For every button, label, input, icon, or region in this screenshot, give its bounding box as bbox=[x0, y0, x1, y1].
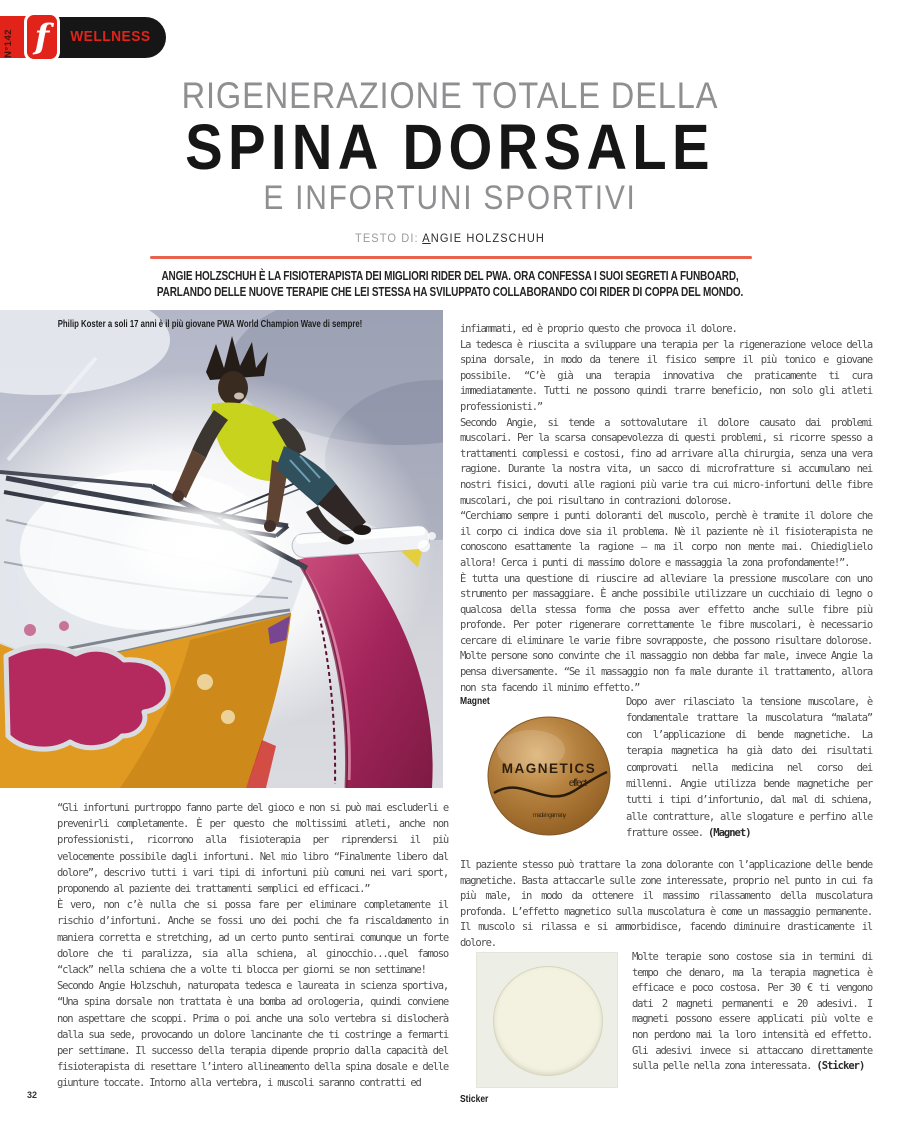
left-column bbox=[57, 800, 448, 1100]
page-number: 32 bbox=[27, 1090, 38, 1100]
magnet-label: Magnet bbox=[460, 696, 490, 707]
paragraph: È tutta una questione di riuscire ad alleviare la pressione muscolare con uno strumento per massaggiare. È anche possibile utilizzare un cucchiaio di legno o qualcosa della stessa forma che possa aver effetto anche sulle fibre più profonde. Per poter rigenerare correttamente le fibre muscolari, è necessario cercare di eliminare le varie fibre sovrapposte, che possono risultare dolorose. Molte persone sono convinte che il massaggio non debba far male, invece Angie la pensa diversamente. “Se il massaggio non fa male durante il trattamento, allora non sta facendo il minimo effetto.” bbox=[460, 572, 872, 694]
paragraph: Il paziente stesso può trattare la zona dolorante con l’applicazione delle bende magnetiche. Basta attaccarle sulle zone interessate, proprio nel punto in cui fa più male, in modo da ottenere il massimo rilassamento della muscolatura profonda. L’effetto magnetico sulla muscolatura è come un massaggio permanente. Il muscolo si rilassa e si ammorbidisce, facendo diminuire drasticamente il dolore. bbox=[460, 859, 872, 949]
right-column bbox=[460, 322, 872, 700]
paragraph: “Cerchiamo sempre i punti doloranti del muscolo, perchè è tramite il dolore che il corpo ci indica dove sia il problema. Nè il paziente nè il fisioterapista ne conoscono esattamente la ragione – ma il corpo non mente mai. Chiediglielo allora! Cerca i punti di massimo dolore e massaggia la zona profondamente!”. bbox=[460, 510, 872, 569]
funboard-logo-letter: f bbox=[34, 17, 50, 57]
disc-origin: made in germany bbox=[532, 812, 566, 820]
headline-line3: E INFORTUNI SPORTIVI bbox=[263, 179, 637, 217]
hero-photo bbox=[0, 310, 443, 788]
magnet-photo bbox=[460, 694, 626, 854]
headline-line1: RIGENERAZIONE TOTALE DELLA bbox=[181, 75, 719, 116]
issue-number: N°142 bbox=[3, 28, 14, 58]
mid-paragraph-block bbox=[460, 858, 872, 952]
intro-text: ANGIE HOLZSCHUH È LA FISIOTERAPISTA DEI MIGLIORI RIDER DEL PWA. ORA CONFESSA I SUOI SEGRETI A FUNBOARD, PARLANDO DELLE NUOVE TERAPIE CHE LEI STESSA HA SVILUPPATO COLLABORANDO COI RIDER DI COPPA DEL MONDO. bbox=[156, 269, 744, 299]
section-label: WELLNESS bbox=[70, 29, 151, 45]
photo-caption: Philip Koster a soli 17 anni è il più giovane PWA World Champion Wave di sempre! bbox=[57, 318, 363, 330]
divider-rule bbox=[150, 256, 752, 259]
byline-prefix: TESTO DI: bbox=[354, 231, 419, 245]
paragraph: La tedesca è riuscita a sviluppare una terapia per la rigenerazione veloce della spina dorsale, in modo da tenere il fisico sempre il più tonico e giovane possibile. “C’è già una terapia innovativa che praticamente ti cura immediatamente. Tutti ne possono quindi trarre beneficio, non solo gli atleti professionisti.” bbox=[460, 338, 872, 413]
sticker-label: Sticker bbox=[460, 1094, 489, 1105]
disc-subtitle: effect bbox=[568, 778, 586, 790]
paragraph: infiammati, ed è proprio questo che provoca il dolore. bbox=[460, 323, 737, 335]
paragraph: Secondo Angie, si tende a sottovalutare il dolore causato dai problemi muscolari. Per la scarsa consapevolezza di questi problemi, si ricorre spesso a trattamenti complessi e costosi, fino ad arrivare alla chirurgia, senza una vera ragione. Durante la nostra vita, un sacco di microfratture si accumulano nei nostri fisici, dovuti alle ragioni più varie tra cui micro-infortuni delle fibre muscolari, che poi risultano in contrazioni dolorose. bbox=[460, 416, 872, 507]
magnetics-disc bbox=[486, 715, 612, 839]
sticker-photo bbox=[460, 950, 632, 1110]
byline-author: ANGIE HOLZSCHUH bbox=[422, 231, 545, 245]
sticker-circle bbox=[493, 966, 603, 1076]
sticker-tag: (Sticker) bbox=[816, 1060, 865, 1073]
magnet-paragraph: Dopo aver rilasciato la tensione muscolare, è fondamentale trattare la muscolatura “malata” con l’applicazione di bende magnetiche. La terapia magnetica ha già dato dei risultati comprovati nella medicina nel corso dei millenni. Angie utilizza bende magnetiche per tutti i tipi d’infortunio, dal mal di schiena, alle contratture, alle slogature e perfino alle fratture ossee. (Magnet) bbox=[626, 696, 872, 840]
magnet-section bbox=[460, 694, 872, 858]
sticker-section bbox=[460, 950, 872, 1120]
headline-line2: SPINA DORSALE bbox=[185, 111, 715, 183]
windsurfer-illustration bbox=[0, 310, 443, 788]
disc-title: MAGNETICS bbox=[501, 761, 597, 777]
headline bbox=[54, 75, 846, 217]
paragraph: È vero, non c’è nulla che si possa fare per eliminare completamente il rischio d’infortuni. Anche se fossi uno dei pochi che fa riscaldamento in maniera corretta e stretching, ad un certo punto sentirai comunque un forte dolore che ti paralizza, sia alla schiena, al ginocchio...quel famoso “clack” nella schiena che a volte ti blocca per giorni se non settimane! bbox=[57, 899, 448, 977]
paragraph: Secondo Angie Holzschuh, naturopata tedesca e laureata in scienza sportiva, “Una spina dorsale non trattata è una bomba ad orologeria, quindi conviene non aspettare che scoppi. Prima o poi anche una solo vertebra si dislocherà dalla sua sede, provocando un dolore lancinante che ti costringe a fermarti per settimane. Il successo della terapia dipende proprio dalla capacità del fisioterapista di resettare l’intero allineamento della spina dosale e delle giunture toccate. Intorno alla vertebra, i muscoli saranno contratti ed bbox=[57, 980, 448, 1090]
sticker-paragraph: Molte terapie sono costose sia in termini di tempo che denaro, ma la terapia magnetica è efficace e poco costosa. Per 30 € ti vengono dati 2 magneti permanenti e 20 adesivi. I magneti possono essere applicati più volte e non perdono mai la loro intensità ed effetto. Gli adesivi invece si attaccano direttamente sulla pelle nella zona interessata. (Sticker) bbox=[632, 951, 872, 1073]
magnet-tag: (Magnet) bbox=[707, 827, 751, 840]
byline bbox=[36, 231, 864, 245]
sticker-image bbox=[476, 952, 618, 1088]
paragraph: “Gli infortuni purtroppo fanno parte del gioco e non si può mai escluderli e prevenirli completamente. È per questo che moltissimi atleti, anche non professionisti, ricorrono alla fisioterapia per riprendersi il più velocemente possibile dagli infortuni. Nel mio libro “Finalmente libero dal dolore”, descrivo tutti i vari tipi di infortuni più comuni nei vari sport, proponendo al paziente dei trattamenti semplici ed efficaci.” bbox=[57, 802, 448, 896]
wellness-banner bbox=[0, 14, 200, 64]
funboard-logo-icon bbox=[24, 12, 60, 62]
